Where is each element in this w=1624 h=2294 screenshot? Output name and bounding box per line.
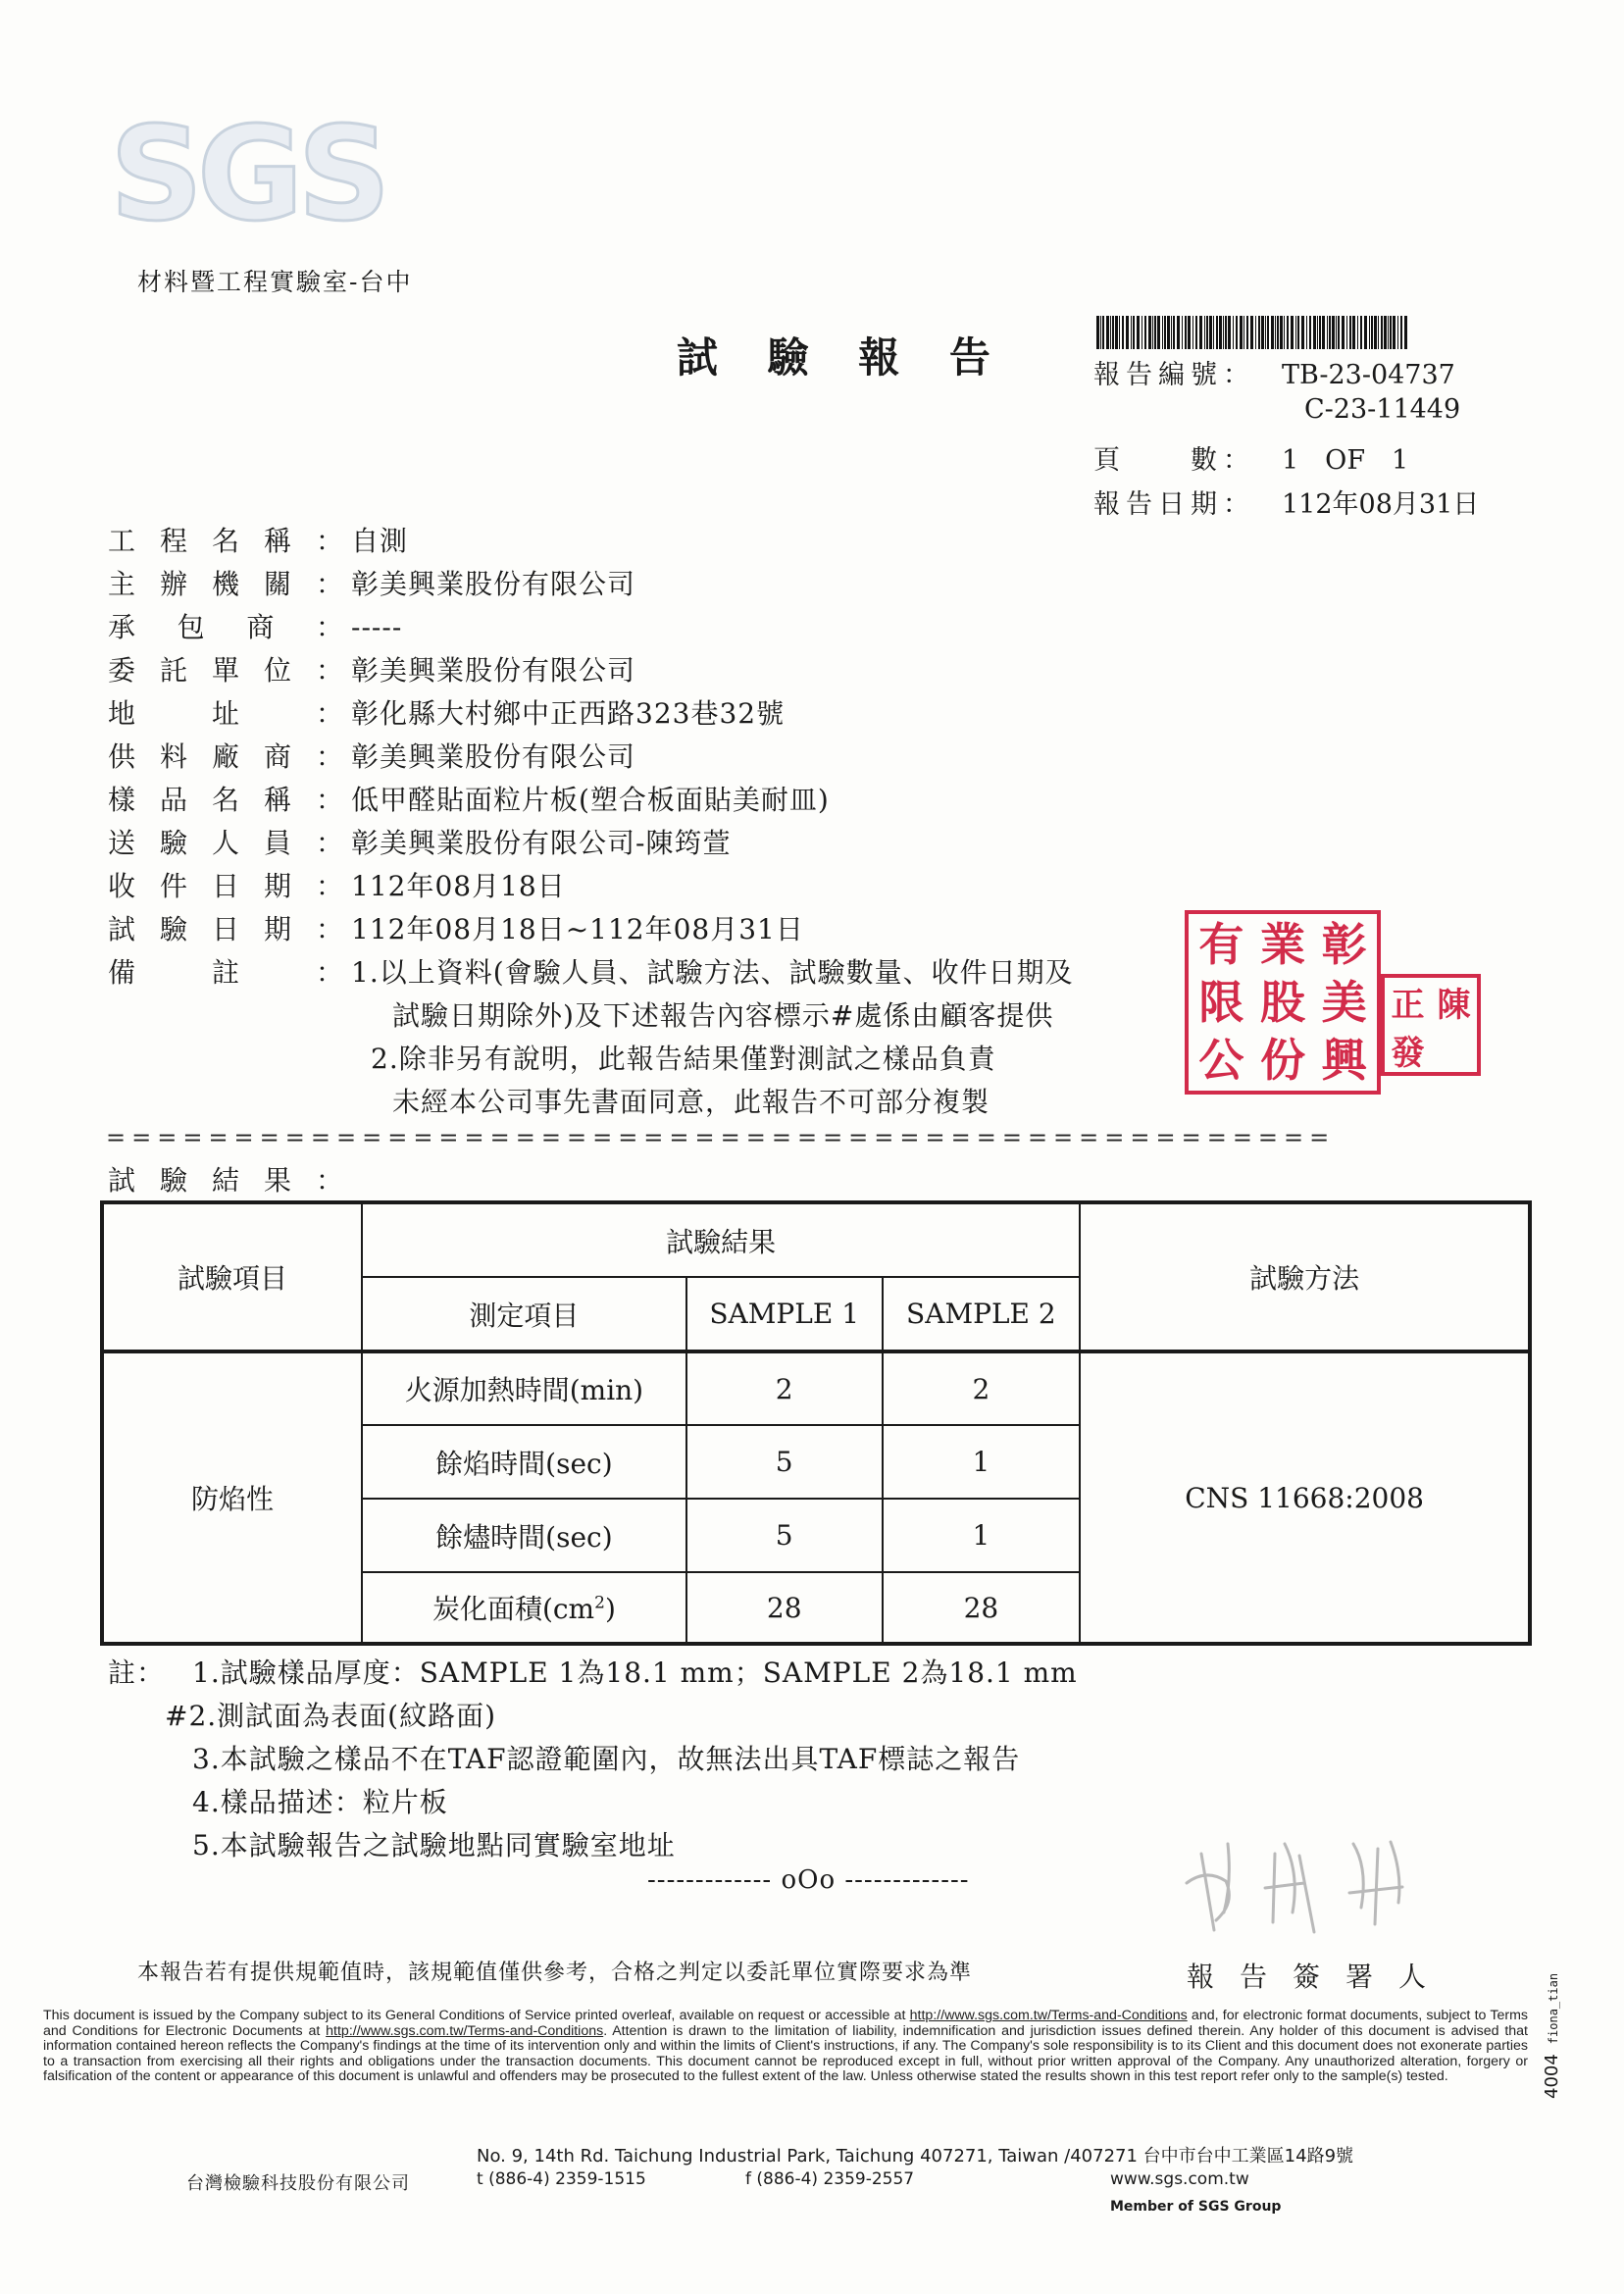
info-row [108,563,635,602]
measure-name: 火源加熱時間(min) [362,1351,686,1425]
barcode-bar [1297,316,1299,349]
barcode-bar [1182,316,1183,349]
info-row [108,649,635,688]
barcode-bar [1148,316,1151,349]
barcode-bar [1322,316,1325,349]
seal-char: 份 [1260,1033,1305,1087]
seal-char: 公 [1198,1033,1244,1087]
barcode-bar [1349,316,1351,349]
barcode-bar [1206,316,1208,349]
barcode-bar [1295,316,1296,349]
group-cell: 防焰性 [102,1351,362,1644]
barcode-bar [1110,316,1111,349]
sample-1-value: 5 [686,1499,883,1572]
company-seal [1185,910,1381,1095]
barcode-bar [1096,316,1099,349]
barcode-bar [1313,316,1316,349]
info-row [108,822,731,861]
barcode-bar [1390,316,1392,349]
barcode-bar [1167,316,1170,349]
info-value: 112年08月18日~112年08月31日 [351,913,804,945]
info-row [108,865,566,904]
barcode-bar [1243,316,1244,349]
barcode-bar [1317,316,1318,349]
barcode-bar [1284,316,1285,349]
info-label: 供料廠商： [108,740,343,773]
barcode-bar [1213,316,1214,349]
barcode-bar [1236,316,1238,349]
info-value: 112年08月18日 [351,870,566,902]
barcode-bar [1246,316,1248,349]
barcode-bar [1374,316,1377,349]
info-value: 低甲醛貼面粒片板(塑合板面貼美耐皿) [351,784,830,816]
results-table [100,1200,1532,1646]
barcode-bar [1338,316,1340,349]
info-value: 彰美興業股份有限公司 [351,654,636,687]
barcode-bar [1280,316,1283,349]
pages-label: 頁 數： [1093,445,1255,476]
measure-name-tail: ) [604,1593,616,1625]
report-date-row [1093,483,1479,521]
legal-text: . Attention is drawn to the limitation of liability, indemnification and jurisdiction issues defined therein. Any holder of this document is advised that information contained hereon reflects the Company's findings at the time of its intervention only and within the limits of Client's instructions, if any. The Company's sole responsibility is to its Client and this document does not exonerate parties to a transaction from exercising all their rights and obligations under the transaction documents. This document cannot be reproduced except in full, without prior written approval of the Company. Any unauthorized alteration, forgery or falsification of the content or appearance of this document is unlawful and offenders may be prosecuted to the fullest extent of the law. Unless otherwise stated the results shown in this test report refer only to the sample(s) tested. [43,2022,1529,2085]
remark-line: 2.除非另有說明，此報告結果僅對測試之樣品負責 [371,1043,996,1075]
measure-name-text: 炭化面積(cm [431,1593,595,1625]
info-value: 自測 [351,525,409,557]
seal-char: 股 [1260,975,1305,1029]
barcode-bar [1332,316,1335,349]
barcode-bar [1357,316,1358,349]
info-value: 彰美興業股份有限公司-陳筠萱 [351,827,732,859]
barcode-bar [1199,316,1202,349]
sample-1-value: 28 [686,1572,883,1644]
results-label [108,1159,351,1198]
note-item: #2.測試面為表面(紋路面) [165,1700,497,1732]
disclaimer-chinese: 本報告若有提供規範值時，該規範值僅供參考，合格之判定以委託單位實際要求為準 [137,1961,973,1985]
pages-row [1093,438,1408,477]
remark-line: 1.以上資料(會驗人員、試驗方法、試驗數量、收件日期及 [351,956,1074,989]
end-mark: ------------- oOo ------------- [647,1865,970,1895]
info-label: 地址： [108,697,343,730]
sample-1-value: 5 [686,1425,883,1499]
pages-value: 1 OF 1 [1282,445,1409,476]
footer-address: No. 9, 14th Rd. Taichung Industrial Park, Taichung 407271, Taiwan /407271 台中市台中工業區14路9號 [477,2146,1354,2167]
barcode-bar [1219,316,1222,349]
report-date: 112年08月31日 [1282,489,1480,520]
barcode-bar [1112,316,1114,349]
header-test-method: 試驗方法 [1080,1202,1530,1351]
measure-name [362,1572,686,1644]
method-cell: CNS 11668:2008 [1080,1351,1530,1644]
barcode-bar [1100,316,1101,349]
info-label: 樣品名稱： [108,784,343,816]
footer-company: 台灣檢驗科技股份有限公司 [186,2173,410,2194]
footer-phone: t (886-4) 2359-1515 [477,2169,646,2189]
barcode-bar [1137,316,1140,349]
barcode-bar [1185,316,1187,349]
measure-name: 餘焰時間(sec) [362,1425,686,1499]
barcode-bar [1277,316,1279,349]
barcode-bar [1378,316,1379,349]
barcode-bar [1144,316,1146,349]
barcode-bar [1306,316,1307,349]
remarks-row [108,951,1074,991]
results-label-text: 試驗結果： [108,1164,343,1197]
barcode-bar [1223,316,1224,349]
barcode-bar [1228,316,1231,349]
barcode [1096,316,1410,349]
barcode-bar [1400,316,1402,349]
barcode-bar [1291,316,1294,349]
barcode-bar [1133,316,1135,349]
barcode-bar [1388,316,1389,349]
terms-link-electronic[interactable]: http://www.sgs.com.tw/Terms-and-Conditions [326,2022,604,2039]
info-value: 彰美興業股份有限公司 [351,568,636,600]
info-label: 工程名稱： [108,525,343,557]
info-label: 承包商： [108,611,343,643]
barcode-bar [1122,316,1124,349]
legal-text: This document is issued by the Company subject to its General Conditions of Service printed overleaf, available on request or accessible at [43,2008,910,2023]
barcode-bar [1154,316,1156,349]
report-title: 試 驗 報 告 [677,333,1008,382]
info-value: 彰美興業股份有限公司 [351,740,636,773]
barcode-bar [1404,316,1407,349]
barcode-bar [1369,316,1370,349]
info-label: 備註： [108,956,343,989]
seal-char: 有 [1198,918,1244,972]
remark-line: 未經本公司事先書面同意，此報告不可部分複製 [392,1086,990,1118]
sample-2-value: 1 [883,1499,1081,1572]
terms-link[interactable]: http://www.sgs.com.tw/Terms-and-Conditions [909,2008,1188,2023]
barcode-bar [1301,316,1304,349]
barcode-bar [1195,316,1197,349]
barcode-bar [1106,316,1109,349]
barcode-bar [1177,316,1180,349]
barcode-bar [1162,316,1163,349]
sample-2-value: 1 [883,1425,1081,1499]
info-value: ----- [351,611,403,643]
sample-2-value: 2 [883,1351,1081,1425]
measure-name: 餘燼時間(sec) [362,1499,686,1572]
lab-name: 材料暨工程實驗室-台中 [137,268,413,296]
sample-1-value: 2 [686,1351,883,1425]
seal-char: 美 [1321,975,1367,1029]
barcode-bar [1119,316,1120,349]
barcode-bar [1240,316,1243,349]
barcode-bar [1225,316,1227,349]
header-test-result: 試驗結果 [362,1202,1080,1277]
header-sample-2: SAMPLE 2 [883,1277,1081,1351]
header-test-item: 試驗項目 [102,1202,362,1351]
barcode-bar [1173,316,1175,349]
barcode-bar [1233,316,1234,349]
header-measure-item: 測定項目 [362,1277,686,1351]
barcode-bar [1261,316,1264,349]
barcode-bar [1271,316,1274,349]
barcode-bar [1371,316,1373,349]
barcode-bar [1209,316,1212,349]
report-number-label: 報告編號： [1093,360,1255,390]
report-date-label: 報告日期： [1093,489,1255,520]
barcode-bar [1115,316,1118,349]
info-row [108,908,804,947]
barcode-bar [1171,316,1172,349]
barcode-bar [1275,316,1276,349]
barcode-bar [1204,316,1205,349]
sample-2-value: 28 [883,1572,1081,1644]
barcode-bar [1319,316,1321,349]
side-code-number: 4004 [1542,2054,1562,2099]
info-label: 試驗日期： [108,913,343,945]
barcode-bar [1258,316,1260,349]
side-code [1542,1973,1562,2099]
info-label: 主辦機關： [108,568,343,600]
section-divider: ================================================ [106,1124,1336,1151]
notes-label: 註： [108,1657,166,1689]
info-row [108,692,785,732]
info-label: 送驗人員： [108,827,343,859]
info-row [108,779,830,818]
info-label: 收件日期： [108,870,343,902]
barcode-bar [1397,316,1398,349]
footer-fax: f (886-4) 2359-2557 [745,2169,915,2189]
barcode-bar [1384,316,1387,349]
barcode-bar [1327,316,1328,349]
barcode-bar [1342,316,1345,349]
report-number: TB-23-04737 [1282,360,1455,390]
barcode-bar [1126,316,1129,349]
seal-char: 限 [1198,975,1244,1029]
barcode-bar [1164,316,1166,349]
info-row [108,520,408,559]
info-row [108,606,402,645]
barcode-bar [1250,316,1253,349]
barcode-bar [1346,316,1347,349]
seal-char: 彰 [1321,918,1367,972]
info-row [108,736,635,775]
seal-char: 業 [1260,918,1305,972]
remark-line: 試驗日期除外)及下述報告內容標示#處係由顧客提供 [392,999,1054,1032]
barcode-bar [1152,316,1153,349]
barcode-bar [1157,316,1160,349]
barcode-bar [1102,316,1104,349]
barcode-bar [1381,316,1383,349]
barcode-bar [1352,316,1355,349]
footer-website[interactable]: www.sgs.com.tw [1110,2169,1249,2189]
barcode-bar [1364,316,1367,349]
barcode-bar [1216,316,1218,349]
header-sample-1: SAMPLE 1 [686,1277,883,1351]
note-item: 4.樣品描述：粒片板 [192,1786,448,1818]
info-label: 委託單位： [108,654,343,687]
barcode-bar [1309,316,1311,349]
barcode-bar [1267,316,1269,349]
report-number-row [1093,353,1455,391]
info-value: 彰化縣大村鄉中正西路323巷32號 [351,697,786,730]
barcode-bar [1360,316,1362,349]
seal-char: 陳 [1437,986,1471,1025]
barcode-bar [1329,316,1331,349]
personal-seal [1381,974,1481,1076]
barcode-bar [1336,316,1337,349]
signer-label: 報告簽署人 [1187,1961,1452,1993]
seal-char: 興 [1321,1033,1367,1087]
superscript: 2 [594,1593,605,1613]
side-user: fiona_tian [1547,1972,1560,2045]
table-row [102,1351,1530,1425]
barcode-bar [1255,316,1256,349]
barcode-bar [1131,316,1132,349]
seal-char: 正 [1391,986,1425,1025]
footer-member: Member of SGS Group [1110,2199,1282,2215]
note-item: 3.本試驗之樣品不在TAF認證範圍內，故無法出具TAF標誌之報告 [192,1743,1021,1775]
report-number-2: C-23-11449 [1304,394,1461,425]
note-item: 1.試驗樣品厚度：SAMPLE 1為18.1 mm；SAMPLE 2為18.1 mm [192,1657,1078,1689]
sgs-logo: SGS [110,99,385,250]
barcode-bar [1188,316,1191,349]
barcode-bar [1287,316,1289,349]
handwritten-signature [1167,1814,1461,1942]
barcode-bar [1265,316,1266,349]
legal-disclaimer [43,2009,1528,2085]
seal-char: 發 [1391,1034,1425,1073]
note-item: 5.本試驗報告之試驗地點同實驗室地址 [192,1829,676,1861]
legal-text: and, for electronic format documents, subject to Terms and Conditions for Electronic Documents at [43,2008,1528,2039]
barcode-bar [1393,316,1396,349]
